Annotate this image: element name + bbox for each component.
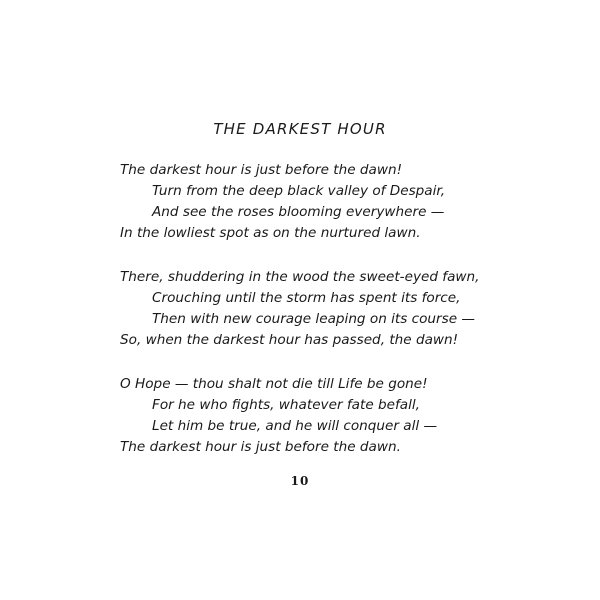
poem-line: So, when the darkest hour has passed, the dawn! [120,332,459,348]
poem-line: In the lowliest spot as on the nurtured lawn. [120,225,421,241]
poem-line: Let him be true, and he will conquer all — [152,418,438,434]
page-number: 10 [290,474,310,488]
poem-line: There, shuddering in the wood the sweet-eyed fawn, [120,269,480,285]
poem-line: And see the roses blooming everywhere — [152,204,445,220]
poem-line: O Hope — thou shalt not die till Life be gone! [120,376,428,392]
poem-line: The darkest hour is just before the dawn! [120,162,403,178]
poem-line: The darkest hour is just before the dawn. [120,439,401,455]
poem-line: Crouching until the storm has spent its force, [152,290,461,306]
poem-line: Then with new courage leaping on its course — [152,311,475,327]
poem-line: Turn from the deep black valley of Despair, [152,183,446,199]
poem-line: For he who fights, whatever fate befall, [152,397,420,413]
poem-title: THE DARKEST HOUR [213,120,387,138]
